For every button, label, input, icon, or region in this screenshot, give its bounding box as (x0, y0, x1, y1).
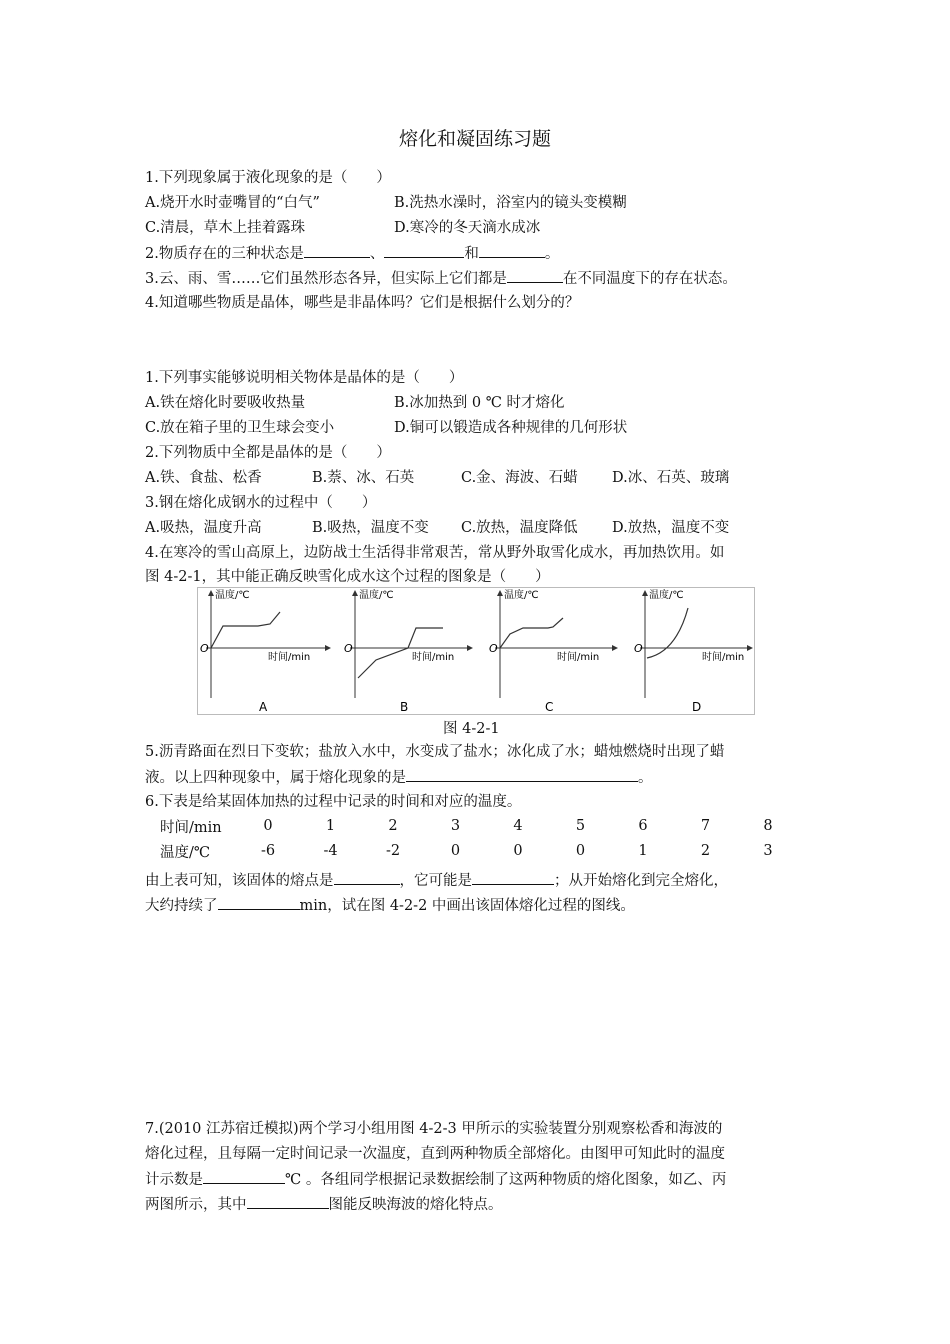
table-time-cell: 4 (513, 818, 523, 834)
answer-blank[interactable] (218, 895, 300, 910)
s1-q1-option-a: A.烧开水时壶嘴冒的“白气” (145, 195, 320, 211)
graph-a (200, 588, 328, 698)
s2-q3-option-b: B.吸热，温度不变 (312, 520, 429, 536)
table-temp-cell: 3 (763, 843, 773, 859)
graph-d (634, 588, 750, 698)
s2-question-3: 3.钢在熔化成钢水的过程中（ ） (145, 495, 377, 511)
s2-question-5-line1: 5.沥青路面在烈日下变软；盐放入水中，水变成了盐水；冰化成了水；蜡烛燃烧时出现了蜡 (145, 744, 725, 760)
s2-question-7-line2: 熔化过程，且每隔一定时间记录一次温度，直到两种物质全部熔化。由图甲可知此时的温度 (145, 1146, 725, 1162)
s2-question-7-line3: 计示数是 ℃ 。各组同学根据记录数据绘制了这两种物质的熔化图象，如乙、丙 (145, 1169, 726, 1190)
graph-a-ylabel: 温度/℃ (215, 590, 250, 601)
page-title: 熔化和凝固练习题 (398, 128, 551, 150)
table-temp-cell: -6 (260, 843, 276, 859)
table-time-cell: 6 (638, 818, 648, 834)
graph-d-xlabel: 时间/min (702, 652, 745, 663)
s2-q1-option-a: A.铁在熔化时要吸收热量 (145, 395, 306, 411)
s2-q2-option-a: A.铁、食盐、松香 (145, 470, 262, 486)
graph-b-ylabel: 温度/℃ (359, 590, 394, 601)
table-temp-cell: -2 (385, 843, 401, 859)
graph-c-ylabel: 温度/℃ (504, 590, 539, 601)
s2-q1-option-d: D.铜可以锻造成各种规律的几何形状 (394, 420, 628, 436)
s2-q2-option-d: D.冰、石英、玻璃 (612, 470, 730, 486)
s2-question-6-line2: 大约持续了 min，试在图 4-2-2 中画出该固体熔化过程的图线。 (145, 895, 635, 916)
s1-question-4: 4.知道哪些物质是晶体，哪些是非晶体吗？它们是根据什么划分的？ (145, 295, 580, 311)
table-temp-cell: 2 (700, 843, 711, 859)
graph-c-label: C (545, 700, 554, 714)
graph-d-curve (647, 608, 688, 658)
s1-q1-option-d: D.寒冷的冬天滴水成冰 (394, 220, 541, 236)
figure-4-2-1 (197, 587, 755, 715)
graph-c-xlabel: 时间/min (557, 652, 600, 663)
graph-a-curve (211, 612, 280, 648)
s2-question-6-line1: 由上表可知，该固体的熔点是 ，它可能是 ；从开始熔化到完全熔化， (145, 870, 728, 891)
graph-b (344, 588, 470, 698)
s2-question-7-line1: 7.(2010 江苏宿迁模拟)两个学习小组用图 4-2-3 甲所示的实验装置分别观察松香和海波的 (145, 1121, 723, 1137)
answer-blank[interactable] (334, 870, 400, 885)
answer-blank[interactable] (247, 1194, 329, 1209)
answer-blank[interactable] (479, 243, 545, 258)
s2-q2-option-c: C.金、海波、石蜡 (461, 470, 578, 486)
s1-question-3: 3.云、雨、雪……它们虽然形态各异，但实际上它们都是 在不同温度下的存在状态。 (145, 268, 737, 289)
s2-q1-option-c: C.放在箱子里的卫生球会变小 (145, 420, 335, 436)
graph-b-xlabel: 时间/min (412, 652, 455, 663)
table-temp-cell: 0 (575, 843, 586, 859)
s2-q3-option-d: D.放热，温度不变 (612, 520, 730, 536)
answer-blank[interactable] (507, 268, 563, 283)
s2-question-1: 1.下列事实能够说明相关物体是晶体的是（ ） (145, 370, 464, 386)
table-temp-cell: 1 (638, 843, 648, 859)
table-temp-cell: 0 (513, 843, 523, 859)
s2-question-2: 2.下列物质中全都是晶体的是（ ） (145, 445, 391, 461)
answer-blank[interactable] (304, 243, 370, 258)
table-time-cell: 8 (763, 818, 773, 834)
graph-c-origin: O (489, 642, 498, 655)
s2-q2-option-b: B.萘、冰、石英 (312, 470, 415, 486)
table-time-cell: 3 (450, 818, 461, 834)
table-time-header: 时间/min (160, 820, 222, 836)
s2-question-4-line1: 4.在寒冷的雪山高原上，边防战士生活得非常艰苦，常从野外取雪化成水，再加热饮用。如 (145, 545, 725, 561)
answer-blank[interactable] (203, 1169, 285, 1184)
s1-question-2: 2.物质存在的三种状态是 、 和 。 (145, 243, 559, 264)
s1-question-1: 1.下列现象属于液化现象的是（ ） (145, 170, 391, 186)
table-temp-header: 温度/℃ (160, 845, 211, 861)
table-time-cell: 5 (575, 818, 586, 834)
table-temp-cell: 0 (450, 843, 461, 859)
s1-q1-option-b: B.洗热水澡时，浴室内的镜头变模糊 (394, 195, 627, 211)
graph-d-origin: O (634, 642, 643, 655)
table-time-cell: 7 (700, 818, 711, 834)
s2-q1-option-b: B.冰加热到 0 ℃ 时才熔化 (394, 395, 565, 411)
s1-q1-option-c: C.清晨，草木上挂着露珠 (145, 220, 306, 236)
graph-b-origin: O (344, 642, 353, 655)
s2-question-4-line2: 图 4-2-1，其中能正确反映雪化成水这个过程的图象是（ ） (145, 569, 550, 585)
figure-4-2-1-graphs (198, 588, 754, 714)
table-temp-cell: -4 (323, 843, 338, 859)
answer-blank[interactable] (384, 243, 464, 258)
graph-a-origin: O (200, 642, 209, 655)
graph-c (489, 588, 615, 698)
table-time-cell: 2 (388, 818, 398, 834)
graph-b-label: B (400, 700, 409, 714)
table-time-cell: 1 (325, 818, 336, 834)
figure-caption: 图 4-2-1 (443, 721, 500, 737)
graph-d-ylabel: 温度/℃ (649, 590, 684, 601)
s2-question-5-line2: 液。以上四种现象中，属于熔化现象的是 。 (145, 767, 653, 788)
s2-question-7-line4: 两图所示，其中 图能反映海波的熔化特点。 (145, 1194, 503, 1215)
graph-a-label: A (259, 700, 268, 714)
table-time-cell: 0 (263, 818, 273, 834)
s2-q3-option-a: A.吸热，温度升高 (145, 520, 262, 536)
s2-q3-option-c: C.放热，温度降低 (461, 520, 578, 536)
graph-a-xlabel: 时间/min (268, 652, 311, 663)
answer-blank[interactable] (472, 870, 554, 885)
answer-blank[interactable] (406, 767, 638, 782)
s2-question-6: 6.下表是给某固体加热的过程中记录的时间和对应的温度。 (145, 794, 522, 810)
graph-c-curve (500, 618, 563, 648)
graph-d-label: D (692, 700, 702, 714)
